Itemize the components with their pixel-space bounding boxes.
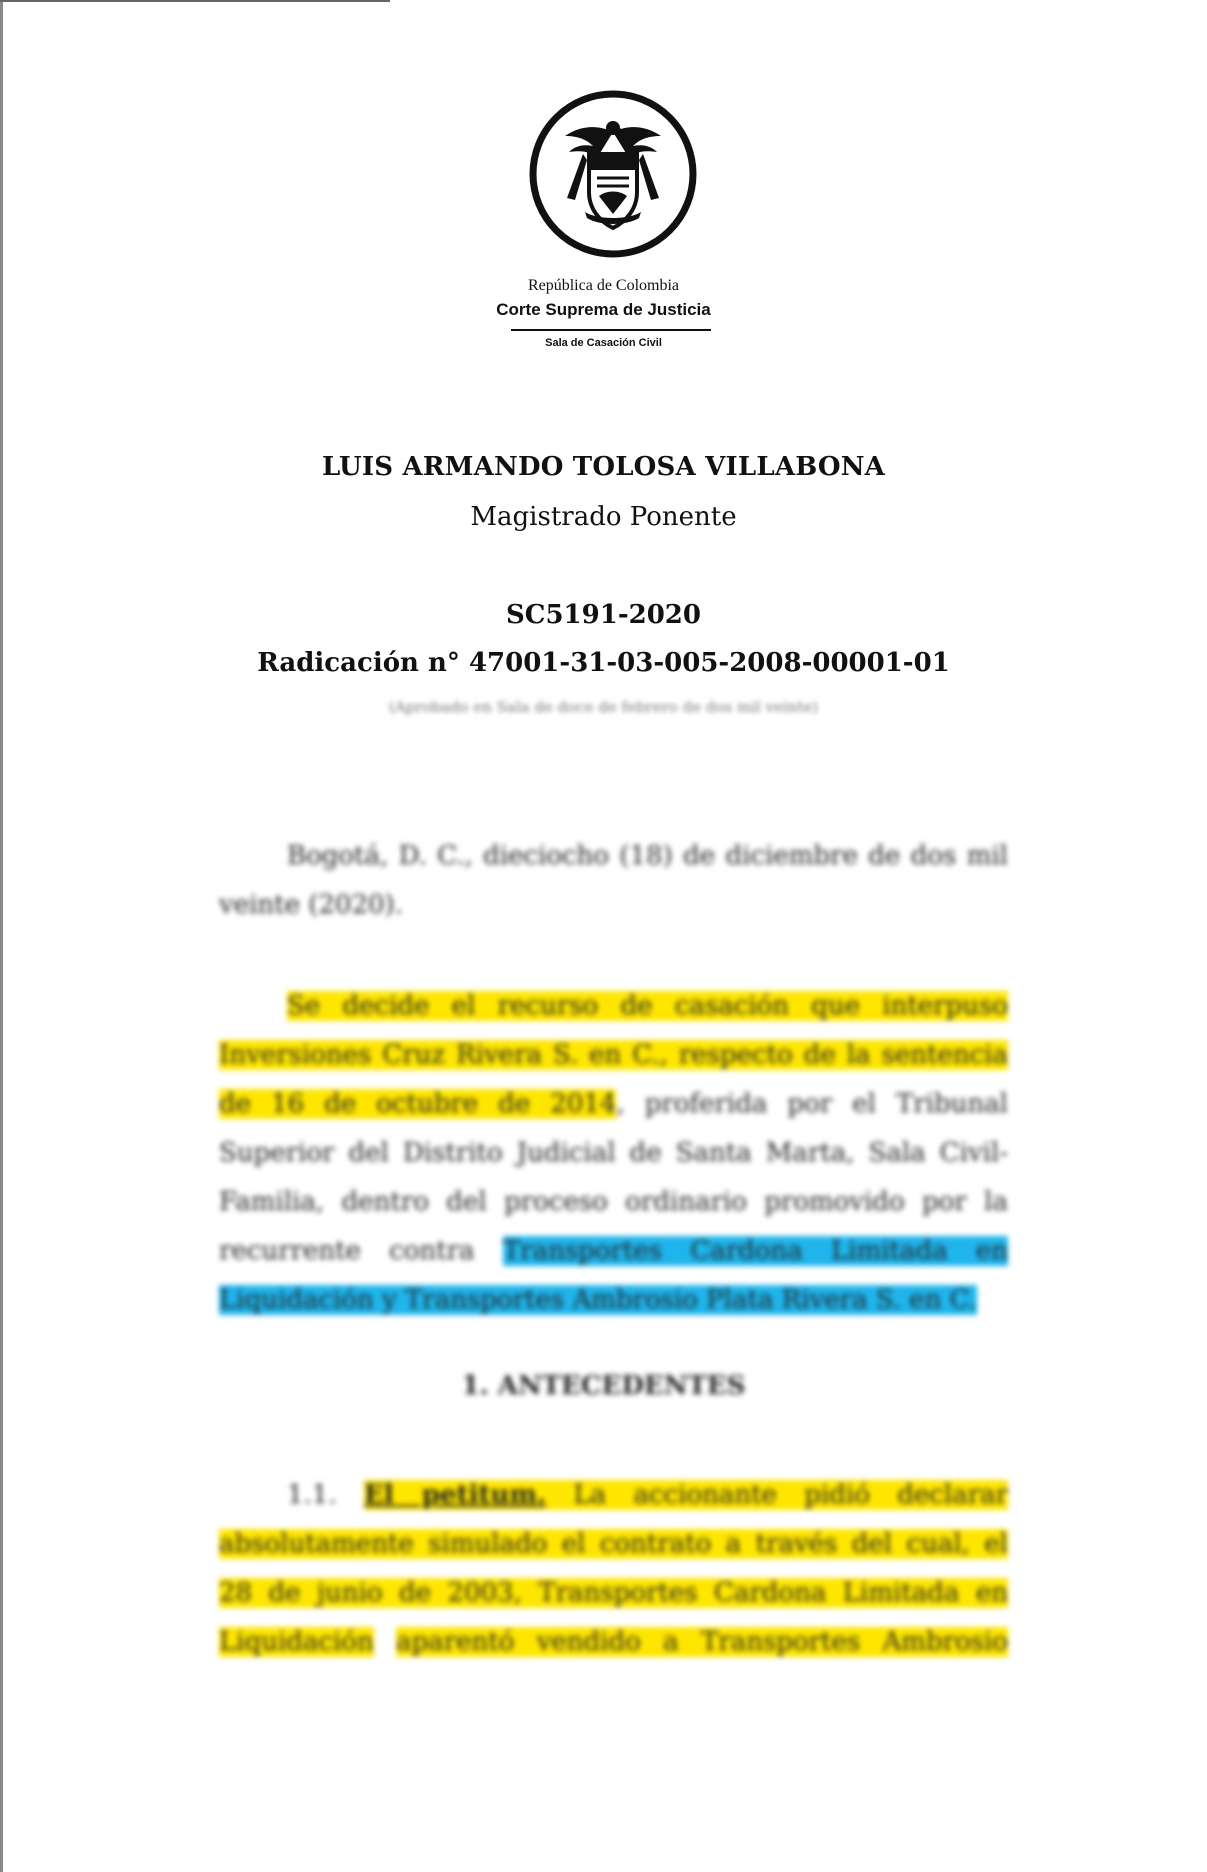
section-heading: 1. ANTECEDENTES	[461, 1371, 746, 1401]
decision-line-4: Superior del Distrito Judicial de Santa Marta, Sala Civil-	[219, 1138, 1008, 1168]
facts-line-3	[219, 1569, 1008, 1618]
highlight-yellow	[364, 1480, 1008, 1510]
institution-divider	[511, 329, 711, 331]
decision-line-5: Familia, dentro del proceso ordinario promovido por la	[219, 1187, 1008, 1217]
date-line-2: veinte (2020).	[219, 890, 403, 920]
approval-note: (Aprobado en Sala de doce de febrero de dos mil veinte)	[388, 698, 819, 716]
decision-line-6-plain: recurrente contra	[219, 1236, 475, 1266]
date-paragraph	[219, 832, 1008, 930]
ruling-code: SC5191-2020	[506, 600, 701, 630]
decision-paragraph	[219, 982, 1008, 1325]
institution-country: República de Colombia	[527, 277, 680, 294]
decision-line-3	[219, 1080, 1008, 1129]
date-line-1: Bogotá, D. C., dieciocho (18) de diciembre de dos mil	[287, 841, 1008, 871]
institution-chamber: Sala de Casación Civil	[545, 337, 662, 349]
decision-line-3-rest: , proferida por el Tribunal	[616, 1089, 1008, 1119]
facts-line-2	[219, 1520, 1008, 1569]
highlight-blue: Liquidación y Transportes Ambrosio Plata Rivera S. en C.	[219, 1285, 977, 1315]
case-number: Radicación n° 47001-31-03-005-2008-00001-01	[257, 648, 950, 678]
facts-line-4	[219, 1618, 1008, 1667]
highlight-yellow: Liquidación	[219, 1627, 374, 1657]
decision-line-1	[219, 982, 1008, 1031]
facts-number: 1.1.	[287, 1480, 337, 1510]
highlight-yellow: 28 de junio de 2003, Transportes Cardona Limitada en	[219, 1578, 1008, 1608]
magistrate-role: Magistrado Ponente	[470, 502, 737, 532]
institution-court: Corte Suprema de Justicia	[496, 300, 711, 319]
decision-line-7	[219, 1276, 1008, 1325]
facts-line-1	[219, 1471, 1008, 1520]
magistrate-name: LUIS ARMANDO TOLOSA VILLABONA	[321, 452, 886, 482]
page-top-edge	[0, 0, 390, 2]
highlight-yellow: Se decide el recurso de casación que interpuso	[287, 991, 1008, 1021]
decision-line-2	[219, 1031, 1008, 1080]
highlight-yellow: aparentó vendido a Transportes Ambrosio	[396, 1627, 1008, 1657]
facts-lead: El petitum.	[364, 1480, 546, 1510]
highlight-yellow: Inversiones Cruz Rivera S. en C., respecto de la sentencia	[219, 1040, 1008, 1070]
coat-of-arms-seal-icon	[527, 88, 699, 260]
facts-paragraph	[219, 1471, 1008, 1667]
highlight-blue: Transportes Cardona Limitada en	[502, 1236, 1008, 1266]
facts-line-1-rest: La accionante pidió declarar	[573, 1480, 1009, 1510]
highlight-yellow: de 16 de octubre de 2014	[219, 1089, 617, 1119]
decision-line-6	[219, 1227, 1008, 1276]
highlight-yellow: absolutamente simulado el contrato a través del cual, el	[219, 1529, 1008, 1559]
